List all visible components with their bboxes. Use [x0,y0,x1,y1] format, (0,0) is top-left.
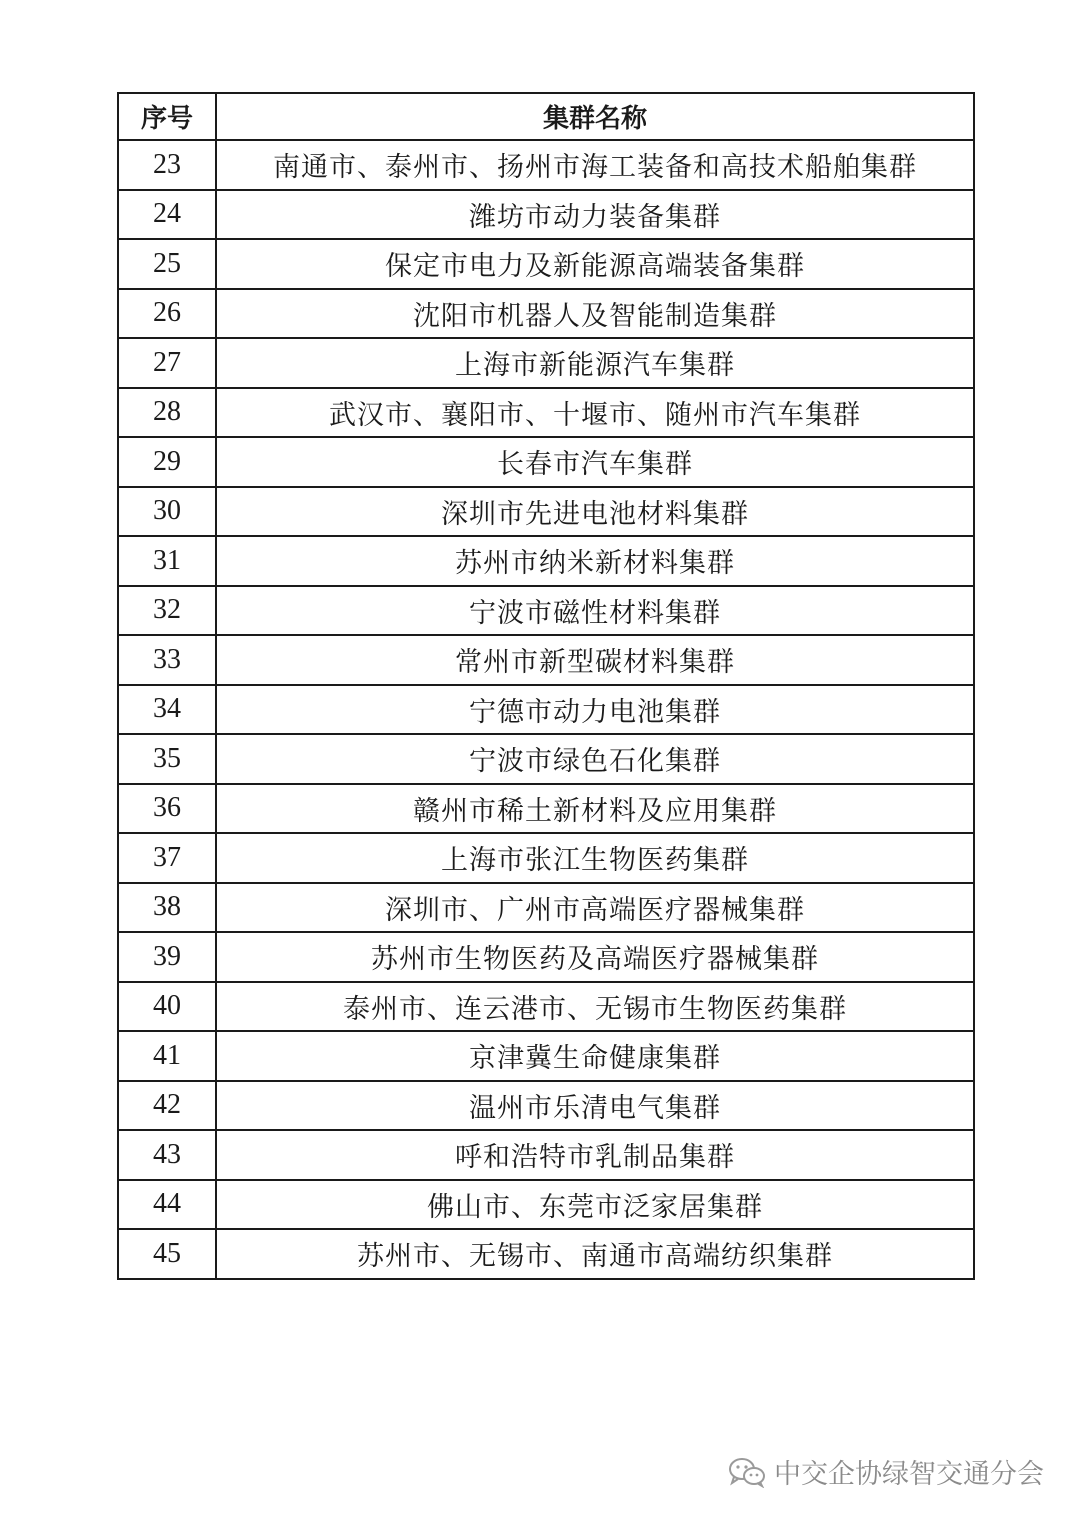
row-number: 26 [118,289,216,339]
cluster-name: 深圳市、广州市高端医疗器械集群 [216,883,974,933]
table-row [118,536,974,586]
cluster-name: 苏州市生物医药及高端医疗器械集群 [216,932,974,982]
cluster-name: 宁德市动力电池集群 [216,685,974,735]
header-number: 序号 [118,93,216,140]
row-number: 27 [118,338,216,388]
cluster-name: 南通市、泰州市、扬州市海工装备和高技术船舶集群 [216,140,974,190]
cluster-name: 潍坊市动力装备集群 [216,190,974,240]
cluster-name: 常州市新型碳材料集群 [216,635,974,685]
table-row [118,883,974,933]
cluster-name: 苏州市、无锡市、南通市高端纺织集群 [216,1229,974,1279]
cluster-name: 宁波市绿色石化集群 [216,734,974,784]
cluster-name: 上海市新能源汽车集群 [216,338,974,388]
table-row [118,190,974,240]
row-number: 40 [118,982,216,1032]
row-number: 45 [118,1229,216,1279]
row-number: 39 [118,932,216,982]
cluster-name: 上海市张江生物医药集群 [216,833,974,883]
table-row [118,140,974,190]
cluster-name: 赣州市稀土新材料及应用集群 [216,784,974,834]
row-number: 30 [118,487,216,537]
row-number: 38 [118,883,216,933]
row-number: 43 [118,1130,216,1180]
row-number: 23 [118,140,216,190]
row-number: 33 [118,635,216,685]
table-row [118,685,974,735]
row-number: 34 [118,685,216,735]
table-body [118,140,974,1279]
header-cluster-name: 集群名称 [216,93,974,140]
row-number: 29 [118,437,216,487]
cluster-name: 宁波市磁性材料集群 [216,586,974,636]
cluster-name: 深圳市先进电池材料集群 [216,487,974,537]
cluster-name: 呼和浩特市乳制品集群 [216,1130,974,1180]
row-number: 28 [118,388,216,438]
row-number: 37 [118,833,216,883]
cluster-name: 苏州市纳米新材料集群 [216,536,974,586]
table-row [118,784,974,834]
table-row [118,1180,974,1230]
cluster-name: 保定市电力及新能源高端装备集群 [216,239,974,289]
row-number: 42 [118,1081,216,1131]
cluster-name: 温州市乐清电气集群 [216,1081,974,1131]
row-number: 31 [118,536,216,586]
table-row [118,833,974,883]
table-header-row [118,93,974,140]
row-number: 44 [118,1180,216,1230]
table-row [118,635,974,685]
watermark-text: 中交企协绿智交通分会 [774,1459,1044,1490]
table-row [118,932,974,982]
cluster-table [117,92,975,1280]
row-number: 24 [118,190,216,240]
cluster-name: 沈阳市机器人及智能制造集群 [216,289,974,339]
row-number: 32 [118,586,216,636]
cluster-name: 京津冀生命健康集群 [216,1031,974,1081]
table-row [118,388,974,438]
table-row [118,338,974,388]
table-row [118,1229,974,1279]
watermark [728,1452,1044,1491]
table-row [118,289,974,339]
wechat-icon [728,1456,766,1488]
row-number: 35 [118,734,216,784]
cluster-name: 长春市汽车集群 [216,437,974,487]
cluster-name: 佛山市、东莞市泛家居集群 [216,1180,974,1230]
table-row [118,1130,974,1180]
table-row [118,586,974,636]
table-row [118,239,974,289]
row-number: 25 [118,239,216,289]
table-row [118,1031,974,1081]
table-row [118,487,974,537]
row-number: 41 [118,1031,216,1081]
table-row [118,1081,974,1131]
table-row [118,437,974,487]
table-row [118,734,974,784]
cluster-name: 泰州市、连云港市、无锡市生物医药集群 [216,982,974,1032]
table-row [118,982,974,1032]
row-number: 36 [118,784,216,834]
cluster-name: 武汉市、襄阳市、十堰市、随州市汽车集群 [216,388,974,438]
